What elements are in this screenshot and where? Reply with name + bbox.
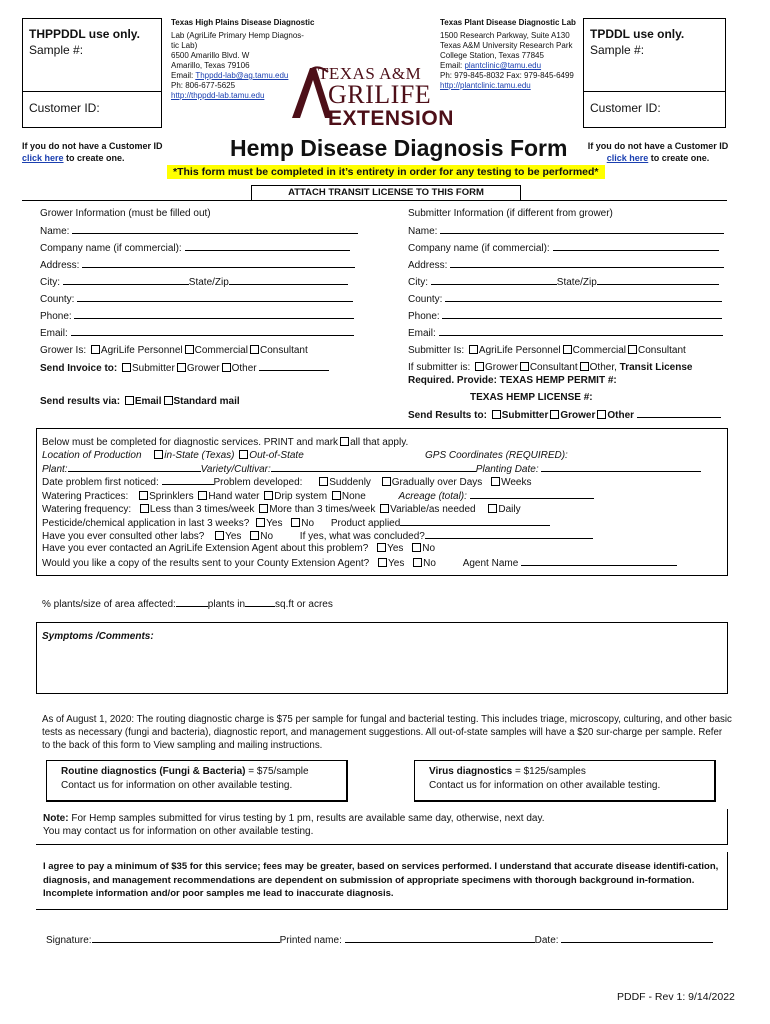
note-line2: You may contact us for information on other available testing. (43, 826, 314, 837)
plant-lab-line: 1500 Research Parkway, Suite A130 (440, 31, 570, 40)
grower-header: Grower Information (must be filled out) (40, 208, 211, 219)
submitter-city-row (408, 276, 719, 289)
checkbox[interactable] (91, 345, 100, 354)
checkbox[interactable] (239, 450, 248, 459)
plant-row (42, 463, 701, 476)
if-submitter-row (408, 362, 692, 374)
checkbox[interactable] (491, 477, 500, 486)
field-label: Would you like a copy of the results sent to your County Extension Agent? (42, 558, 370, 569)
checkbox[interactable] (319, 477, 328, 486)
signature-input[interactable] (92, 934, 280, 943)
checkbox (340, 437, 349, 446)
hp-lab-phone: Ph: 806-677-5625 (171, 81, 236, 90)
submitter-county-input[interactable] (445, 293, 722, 302)
option-label: Other (607, 410, 635, 421)
field-label: Plant: (42, 464, 68, 475)
option-label: No (260, 531, 274, 542)
logo-bottom-text: EXTENSION (328, 107, 454, 130)
symptoms-label: Symptoms /Comments: (42, 631, 154, 642)
email-label: Email: (440, 61, 465, 70)
option-label: Commercial (572, 345, 626, 356)
checkbox[interactable] (122, 363, 131, 372)
symptoms-box[interactable] (36, 622, 728, 694)
field-label: Date problem first noticed: (42, 477, 159, 488)
field-label: Variety/Cultivar: (200, 464, 271, 475)
checkbox[interactable] (488, 504, 497, 513)
gps-label: GPS Coordinates (REQUIRED): (425, 450, 568, 461)
field-label: Pesticide/chemical application in last 3 weeks? (42, 518, 250, 529)
charge-paragraph: As of August 1, 2020: The routing diagnostic charge is $75 per sample for fungal and bacterial testing. This includes triage, microscopy, culturing, and other basic tests as necessary (fungi and bacteria), diagnostic report, and management suggestions. All out-of-state samples will have a $20 sur-charge per sample. Refer to the back of this form to View sampling and mailing instructions. (42, 714, 732, 751)
percent-affected-row (42, 598, 333, 611)
field-label: Email: (408, 328, 436, 339)
planting-date-input[interactable] (541, 463, 701, 472)
pesticide-row (42, 517, 550, 530)
plant-lab-line: Texas A&M University Research Park (440, 41, 573, 50)
note-after: to create one. (63, 153, 125, 163)
grower-city-row (40, 276, 348, 289)
field-label: Email: (40, 328, 68, 339)
option-label: Commercial (194, 345, 248, 356)
checkbox[interactable] (215, 531, 224, 540)
date-label: Date: (534, 935, 559, 946)
plant-lab-phone: Ph: 979-845-8032 Fax: 979-845-6499 (440, 71, 574, 80)
option-label: Suddenly (329, 477, 371, 488)
checkbox[interactable] (256, 518, 265, 527)
field-label: Submitter Is: (408, 345, 465, 356)
field-label: City: (408, 277, 428, 288)
option-label: No (422, 543, 436, 554)
grower-address-row (40, 259, 355, 272)
agent-contacted-row (42, 543, 435, 555)
checkbox[interactable] (198, 491, 207, 500)
option-label: Sprinklers (149, 491, 194, 502)
field-label: Grower Is: (40, 345, 87, 356)
note-after: to create one. (648, 153, 710, 163)
diag-intro (42, 437, 408, 449)
thppddl-customer-id-field[interactable]: Customer ID: (29, 101, 100, 115)
field-label: Send Invoice to: (40, 363, 118, 374)
field-label: State/Zip (556, 277, 597, 288)
option-label: None (341, 491, 366, 502)
submitter-company-row (408, 242, 719, 255)
grower-county-row (40, 293, 353, 306)
agreement-text: I agree to pay a minimum of $35 for this service; fees may be greater, based on services performed. I understand that accurate disease identifi-cation, diagnosis, and management recommendations are dependent on submission of appropriate specimens with thorough background in-formation. Incomplete information and/or poor samples me lead to inaccurate diagnosis. (43, 861, 719, 899)
checkbox[interactable] (139, 491, 148, 500)
option-label: Drip system (274, 491, 328, 502)
field-label: County: (40, 294, 75, 305)
checkbox[interactable] (597, 410, 606, 419)
variety-input[interactable] (271, 463, 476, 472)
hemp-permit-row (408, 375, 617, 387)
note-text: If you do not have a Customer ID (22, 141, 163, 151)
create-customer-link-right[interactable]: click here (606, 153, 649, 163)
send-results-to-row (408, 409, 721, 422)
field-label: Watering Practices: (42, 491, 129, 502)
checkbox[interactable] (332, 491, 341, 500)
grower-company-row (40, 242, 350, 255)
checkbox[interactable] (291, 518, 300, 527)
field-label: Address: (408, 260, 448, 271)
area-input[interactable] (245, 598, 275, 607)
checkbox[interactable] (250, 345, 259, 354)
grower-email-input[interactable] (71, 327, 354, 336)
hp-lab-line: 6500 Amarillo Blvd. W (171, 51, 250, 60)
hp-lab-url-link[interactable]: http://thppdd-lab.tamu.edu (171, 91, 265, 100)
field-label: Address: (40, 260, 80, 271)
checkbox[interactable] (382, 477, 391, 486)
checkbox[interactable] (264, 491, 273, 500)
plant-lab-line: College Station, Texas 77845 (440, 51, 544, 60)
submitter-is-row (408, 345, 686, 357)
intro-text: all that apply. (350, 437, 409, 448)
option-label: Hand water (208, 491, 260, 502)
option-label: Grower (186, 363, 220, 374)
tpddl-title: TPDDL use only. (590, 27, 685, 41)
field-label: Acreage (total): (398, 491, 467, 502)
other-labs-row (42, 530, 593, 543)
virus-price: = $125/samples (512, 766, 586, 777)
option-label: Weeks (501, 477, 532, 488)
option-label: AgriLife Personnel (100, 345, 183, 356)
permit-label: Required. Provide: TEXAS HEMP PERMIT #: (408, 375, 617, 386)
field-label: Have you ever contacted an AgriLife Extension Agent about this problem? (42, 543, 369, 554)
send-results-row (40, 396, 240, 408)
checkbox[interactable] (377, 543, 386, 552)
agent-name-input[interactable] (521, 557, 677, 566)
date-noticed-input[interactable] (162, 476, 214, 485)
field-label: Product applied (330, 518, 401, 529)
grower-name-input[interactable] (72, 225, 358, 234)
hemp-license-row (470, 392, 593, 404)
submitter-email-input[interactable] (439, 327, 723, 336)
tpddl-customer-id-field[interactable]: Customer ID: (590, 101, 661, 115)
grower-is-row (40, 345, 308, 357)
revision-footer: PDDF - Rev 1: 9/14/2022 (617, 991, 735, 1003)
grower-name-row (40, 225, 358, 238)
agreement-box (36, 852, 728, 910)
option-label: Submitter (132, 363, 175, 374)
plant-input[interactable] (68, 463, 201, 472)
grower-company-input[interactable] (185, 242, 350, 251)
divider (584, 91, 725, 92)
concluded-input[interactable] (425, 530, 593, 539)
checkbox[interactable] (222, 363, 231, 372)
option-label: Consultant (529, 362, 578, 373)
option-label: Grower (485, 362, 518, 373)
hp-lab-line: Amarillo, Texas 79106 (171, 61, 250, 70)
hp-lab-name: Texas High Plains Disease Diagnostic (171, 18, 315, 27)
note-text: If you do not have a Customer ID (587, 141, 729, 151)
signature-label: Signature: (46, 935, 92, 946)
license-label: TEXAS HEMP LICENSE #: (470, 392, 593, 403)
option-label: Grower (560, 410, 596, 421)
agrilife-extension-logo (288, 62, 454, 130)
virus-diagnostics-box (414, 760, 716, 802)
checkbox[interactable] (378, 558, 387, 567)
checkbox[interactable] (250, 531, 259, 540)
note-text: For Hemp samples submitted for virus testing by 1 pm, results are available same day, otherwise, next day. (68, 813, 545, 824)
divider (23, 91, 161, 92)
note-box (36, 809, 728, 845)
submitter-phone-input[interactable] (442, 310, 722, 319)
copy-agent-row (42, 557, 677, 570)
field-label: Name: (40, 226, 70, 237)
submitter-header: Submitter Information (if different from grower) (408, 208, 613, 219)
routine-line (61, 766, 309, 777)
transit-license-label: Transit License (619, 362, 693, 373)
invoice-other-input[interactable] (259, 362, 329, 371)
required-banner: *This form must be completed in it’s entirety in order for any testing to be performed* (167, 165, 605, 179)
option-label: Out-of-State (249, 450, 304, 461)
option-label: Yes (388, 558, 405, 569)
checkbox[interactable] (154, 450, 163, 459)
printed-name-input[interactable] (345, 934, 535, 943)
option-label: Other (231, 363, 257, 374)
field-label: Agent Name (462, 558, 519, 569)
option-label: No (423, 558, 436, 569)
option-label: Less than 3 times/week (149, 504, 255, 515)
checkbox[interactable] (140, 504, 149, 513)
virus-label: Virus diagnostics (429, 766, 513, 777)
grower-phone-row (40, 310, 354, 323)
hp-lab-line: Lab (AgriLife Primary Hemp Diagnos- (171, 31, 304, 40)
customer-id-note-right (583, 140, 733, 164)
attach-transit-banner: ATTACH TRANSIT LICENSE TO THIS FORM (251, 185, 521, 200)
field-label: If submitter is: (408, 362, 471, 373)
checkbox[interactable] (520, 362, 529, 371)
checkbox[interactable] (628, 345, 637, 354)
checkbox[interactable] (380, 504, 389, 513)
virus-line (429, 766, 586, 777)
field-label: plants in (207, 599, 246, 610)
submitter-state-input[interactable] (597, 276, 719, 285)
submitter-name-input[interactable] (440, 225, 724, 234)
routine-contact: Contact us for information on other available testing. (61, 780, 293, 791)
hp-lab-email-link[interactable]: Thppdd-lab@ag.tamu.edu (195, 71, 289, 80)
option-label: AgriLife Personnel (478, 345, 561, 356)
routine-label: Routine diagnostics (Fungi & Bacteria) (61, 766, 246, 777)
field-label: Planting Date: (475, 464, 539, 475)
field-label: Company name (if commercial): (408, 243, 550, 254)
grower-phone-input[interactable] (74, 310, 354, 319)
option-label: Yes (266, 518, 283, 529)
section-rule (22, 200, 727, 201)
send-invoice-row (40, 362, 329, 375)
email-label: Email: (171, 71, 196, 80)
option-label: Other, (589, 362, 617, 373)
field-label: Company name (if commercial): (40, 243, 182, 254)
acreage-input[interactable] (470, 490, 594, 499)
field-label: City: (40, 277, 60, 288)
send-other-input[interactable] (637, 409, 721, 418)
plant-lab-address (440, 18, 585, 91)
option-label: Gradually over Days (391, 477, 483, 488)
thppddl-sample-field[interactable]: Sample #: (29, 43, 84, 57)
checkbox[interactable] (259, 504, 268, 513)
field-label: Phone: (40, 311, 72, 322)
routine-diagnostics-box (46, 760, 348, 802)
form-title: Hemp Disease Diagnosis Form (230, 135, 568, 161)
customer-id-note-left (22, 140, 172, 164)
frequency-row (42, 504, 521, 516)
checkbox[interactable] (413, 558, 422, 567)
grower-state-input[interactable] (229, 276, 348, 285)
checkbox[interactable] (164, 396, 173, 405)
intro-text: Below must be completed for diagnostic services. PRINT and mark (42, 437, 339, 448)
note-line (43, 813, 545, 824)
option-label: Yes (387, 543, 404, 554)
percent-input[interactable] (176, 598, 208, 607)
option-label: Standard mail (173, 396, 240, 407)
field-label: % plants/size of area affected: (42, 599, 176, 610)
signature-row (46, 934, 713, 947)
checkbox[interactable] (125, 396, 134, 405)
grower-email-row (40, 327, 354, 340)
tpddl-sample-field[interactable]: Sample #: (590, 43, 645, 57)
tpddl-use-box (583, 18, 726, 128)
thppddl-use-box (22, 18, 162, 128)
virus-contact: Contact us for information on other available testing. (429, 780, 661, 791)
option-label: Yes (225, 531, 242, 542)
field-label: Problem developed: (213, 477, 303, 488)
plant-lab-email-row (440, 61, 585, 71)
field-label: County: (408, 294, 443, 305)
field-label: Send Results to: (408, 410, 487, 421)
checkbox[interactable] (475, 362, 484, 371)
grower-county-input[interactable] (77, 293, 353, 302)
hp-lab-line: tic Lab) (171, 41, 198, 50)
checkbox[interactable] (177, 363, 186, 372)
field-label: State/Zip (188, 277, 229, 288)
submitter-address-input[interactable] (450, 259, 724, 268)
checkbox[interactable] (492, 410, 501, 419)
option-label: Email (134, 396, 162, 407)
checkbox[interactable] (412, 543, 421, 552)
logo-mid-text: GRILIFE (328, 80, 432, 109)
submitter-address-row (408, 259, 724, 272)
grower-city-input[interactable] (63, 276, 189, 285)
field-label: Name: (408, 226, 438, 237)
create-customer-link-left[interactable]: click here (22, 153, 64, 163)
option-label: More than 3 times/week (269, 504, 376, 515)
field-label: Location of Production (42, 450, 142, 461)
note-label: Note: (43, 813, 69, 824)
option-label: in-State (Texas) (164, 450, 235, 461)
submitter-name-row (408, 225, 724, 238)
submitter-city-input[interactable] (431, 276, 557, 285)
product-input[interactable] (400, 517, 550, 526)
thppddl-title: THPPDDL use only. (29, 27, 140, 41)
grower-address-input[interactable] (82, 259, 355, 268)
location-row (42, 450, 304, 462)
option-label: Consultant (637, 345, 686, 356)
field-label: Watering frequency: (42, 504, 132, 515)
field-label: If yes, what was concluded? (299, 531, 425, 542)
submitter-company-input[interactable] (553, 242, 719, 251)
field-label: Phone: (408, 311, 440, 322)
submitter-phone-row (408, 310, 722, 323)
option-label: No (301, 518, 315, 529)
checkbox[interactable] (469, 345, 478, 354)
option-label: Variable/as needed (390, 504, 476, 515)
field-label: sq.ft or acres (275, 599, 333, 610)
date-input[interactable] (561, 934, 713, 943)
submitter-email-row (408, 327, 723, 340)
checkbox[interactable] (550, 410, 559, 419)
checkbox[interactable] (185, 345, 194, 354)
option-label: Consultant (259, 345, 308, 356)
plant-lab-name: Texas Plant Disease Diagnostic Lab (440, 18, 576, 27)
checkbox[interactable] (580, 362, 589, 371)
checkbox[interactable] (563, 345, 572, 354)
option-label: Submitter (501, 410, 549, 421)
printed-name-label: Printed name: (279, 935, 342, 946)
plant-lab-url-link[interactable]: http://plantclinic.tamu.edu (440, 81, 531, 90)
field-label: Send results via: (40, 396, 121, 407)
problem-row (42, 476, 531, 489)
field-label: Have you ever consulted other labs? (42, 531, 205, 542)
routine-price: = $75/sample (245, 766, 309, 777)
submitter-county-row (408, 293, 722, 306)
option-label: Daily (498, 504, 521, 515)
plant-lab-email-link[interactable]: plantclinic@tamu.edu (464, 61, 542, 70)
logo-top-text: TEXAS A&M (318, 64, 422, 83)
watering-row (42, 490, 594, 503)
